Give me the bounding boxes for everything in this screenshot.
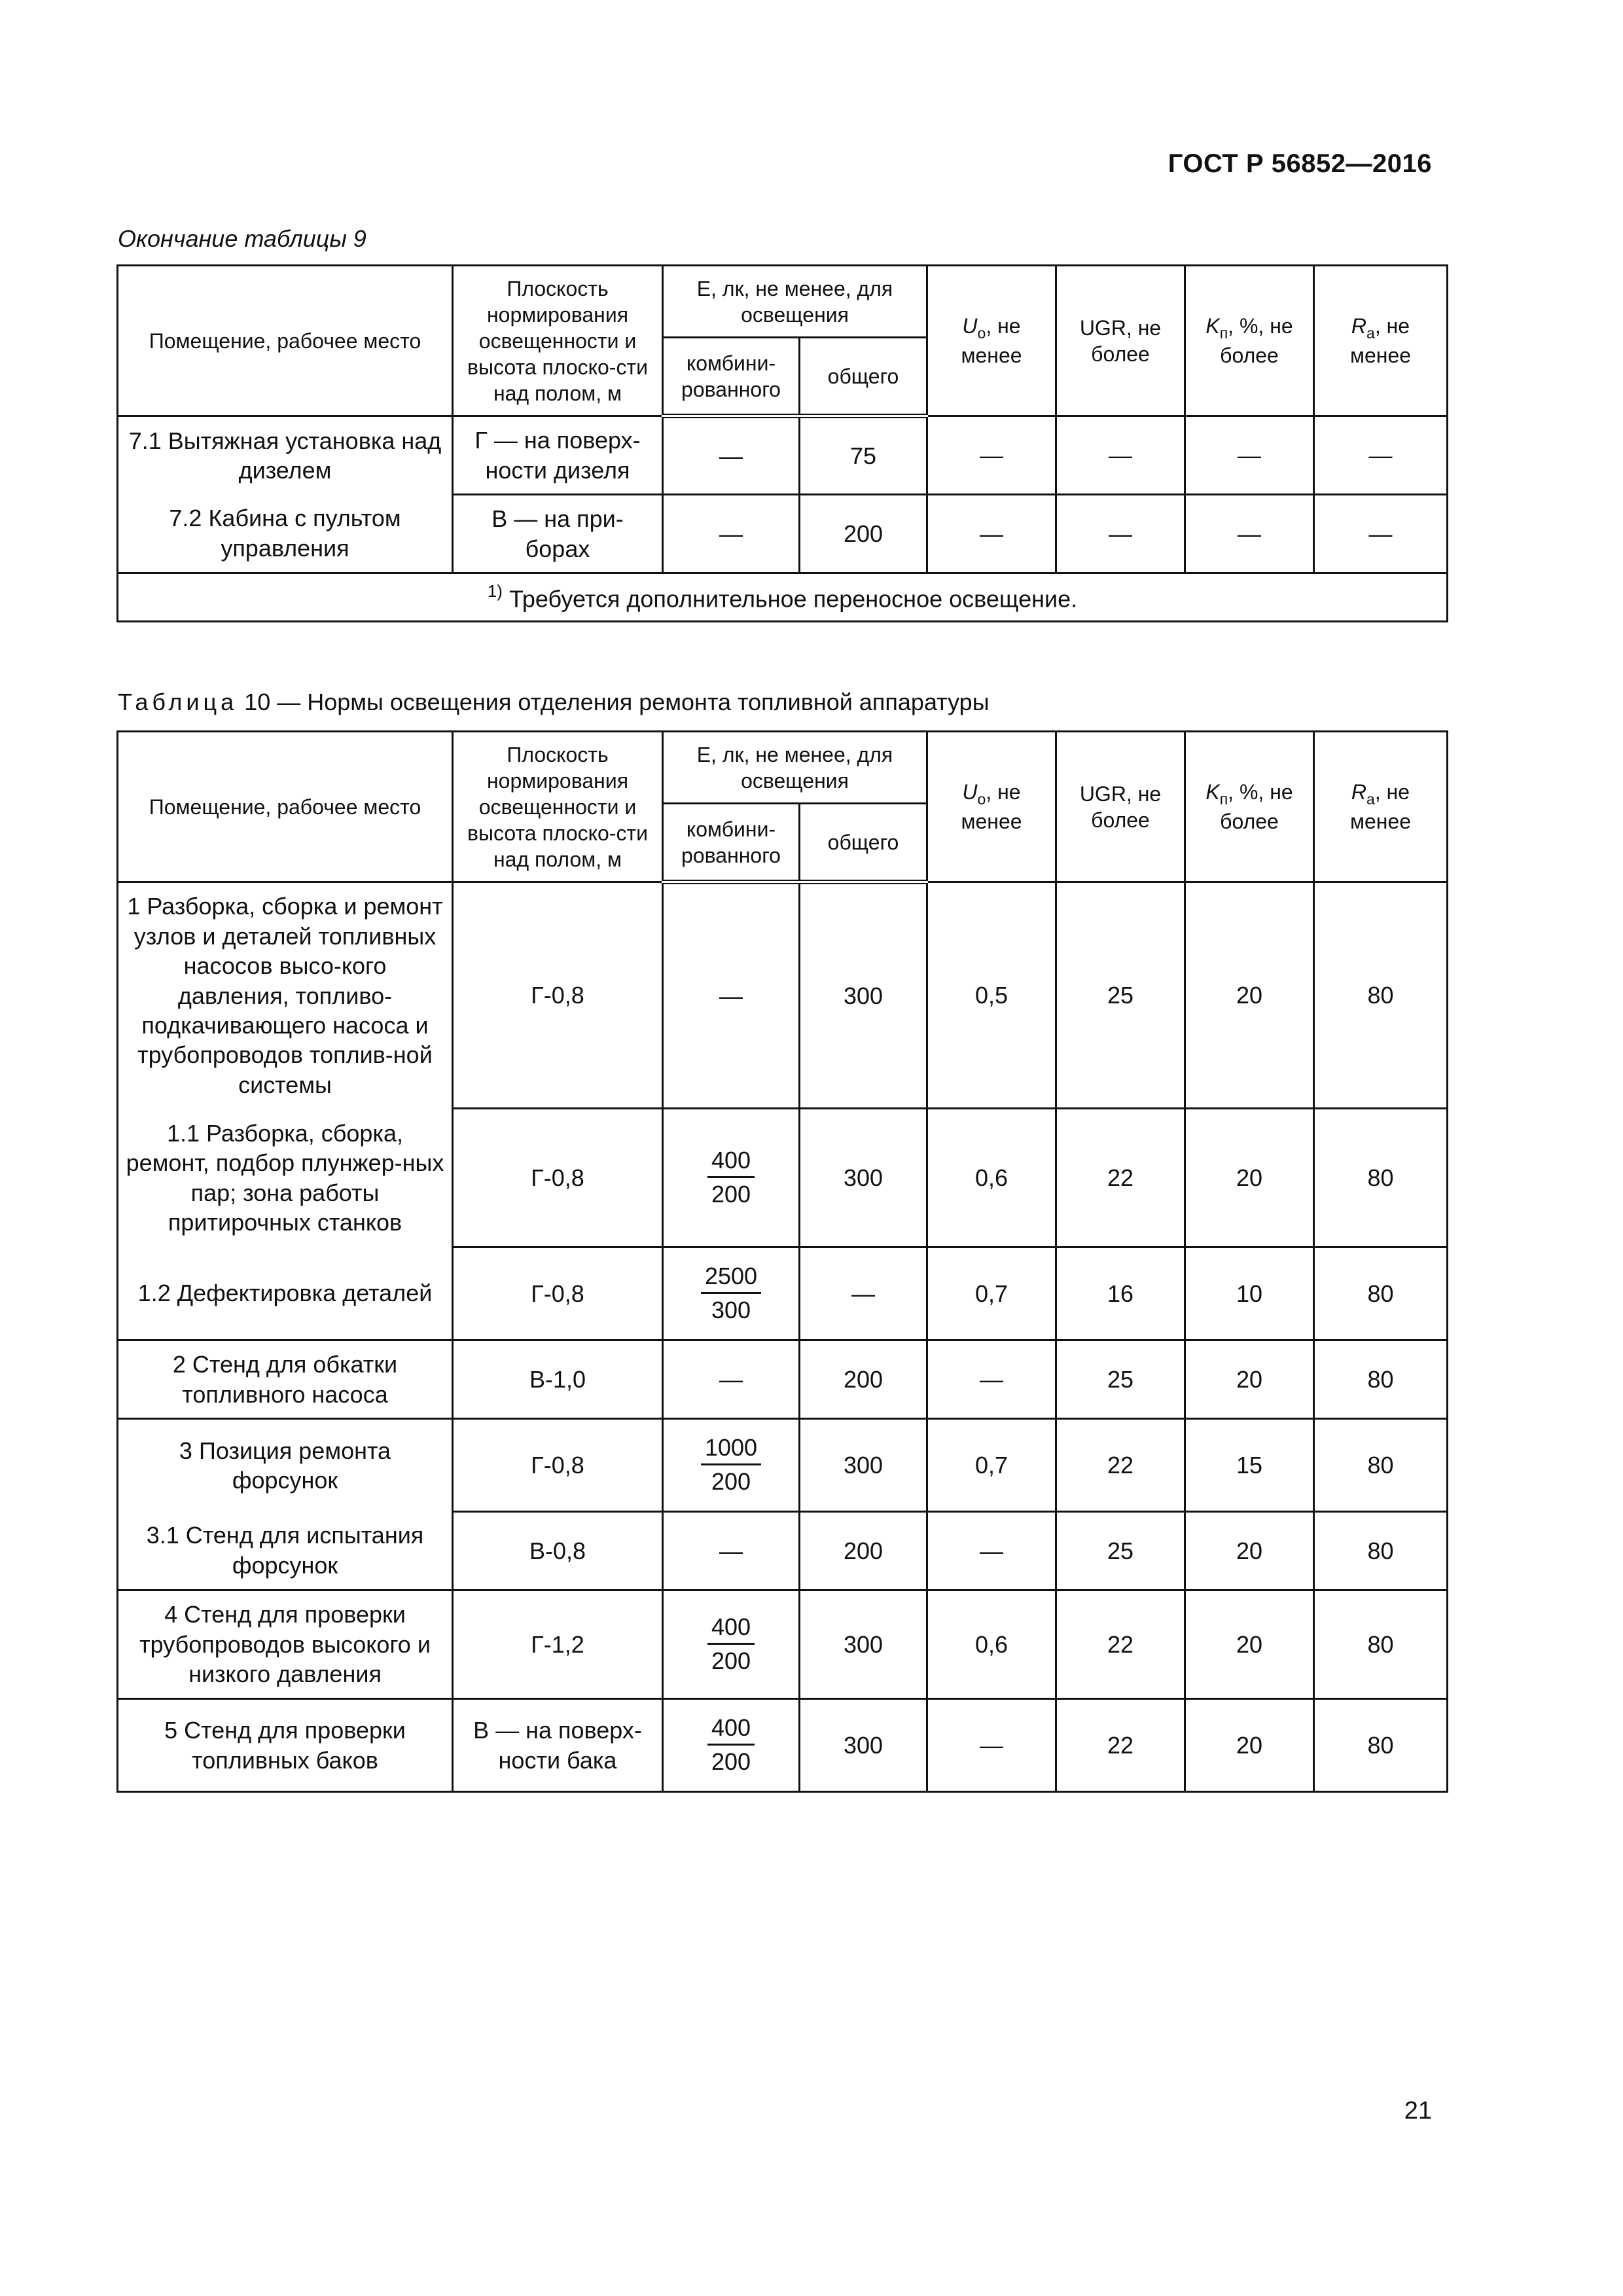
- plane-cell: Г — на поверх-ности дизеля: [453, 416, 663, 495]
- plane-cell: В-0,8: [453, 1512, 663, 1590]
- ugr-cell: 25: [1056, 1340, 1185, 1419]
- e-combined-cell: [663, 1590, 800, 1699]
- ugr-cell: 16: [1056, 1247, 1185, 1340]
- ra-cell: —: [1314, 495, 1448, 573]
- ugr-cell: 22: [1056, 1699, 1185, 1792]
- table-row: [118, 1419, 1448, 1512]
- header-e-general: общего: [800, 804, 927, 882]
- e-general-cell: 75: [800, 416, 927, 495]
- ra-cell: 80: [1314, 1590, 1448, 1699]
- header-ugr: UGR, не более: [1056, 266, 1185, 416]
- e-general-cell: 200: [800, 495, 927, 573]
- room-cell: 1 Разборка, сборка и ремонт узлов и деталей топливных насосов высо-кого давления, топливо-подкачивающего насоса и трубопроводов топлив-ной системы: [118, 882, 453, 1109]
- e-general-cell: 300: [800, 882, 927, 1109]
- kp-cell: —: [1185, 416, 1314, 495]
- ugr-cell: 22: [1056, 1419, 1185, 1512]
- e-general-cell: 200: [800, 1512, 927, 1590]
- plane-cell: Г-0,8: [453, 1109, 663, 1247]
- document-code: ГОСТ Р 56852—2016: [1168, 149, 1432, 178]
- uo-cell: —: [927, 1699, 1056, 1792]
- fraction: $\frac{400}{200}$: [707, 1146, 755, 1208]
- e-combined-cell: —: [663, 495, 800, 573]
- table-row: [118, 1699, 1448, 1792]
- ra-cell: 80: [1314, 1247, 1448, 1340]
- header-e-group: E, лк, не менее, для освещения: [663, 266, 927, 338]
- e-combined-cell: —: [663, 1512, 800, 1590]
- header-ra: $R_a$, не менее: [1314, 732, 1448, 882]
- table-row: [118, 1340, 1448, 1419]
- table-row: [118, 1590, 1448, 1699]
- ra-cell: —: [1314, 416, 1448, 495]
- table-row: [118, 882, 1448, 1109]
- table-row: [118, 1512, 1448, 1590]
- table10-caption: [118, 689, 990, 716]
- kp-cell: 20: [1185, 1699, 1314, 1792]
- uo-cell: —: [927, 1512, 1056, 1590]
- ra-cell: 80: [1314, 1340, 1448, 1419]
- uo-cell: —: [927, 495, 1056, 573]
- header-plane: Плоскость нормирования освещенности и высота плоско-сти над полом, м: [453, 266, 663, 416]
- fraction: $\frac{400}{200}$: [707, 1713, 755, 1776]
- table9-caption: Окончание таблицы 9: [118, 225, 366, 252]
- e-general-cell: 200: [800, 1340, 927, 1419]
- e-combined-cell: —: [663, 416, 800, 495]
- ugr-cell: 22: [1056, 1590, 1185, 1699]
- plane-cell: В — на поверх-ности бака: [453, 1699, 663, 1792]
- page-number: 21: [1404, 2097, 1432, 2125]
- header-room: Помещение, рабочее место: [118, 732, 453, 882]
- table-row: [118, 1109, 1448, 1247]
- plane-cell: Г-0,8: [453, 882, 663, 1109]
- ra-cell: 80: [1314, 1699, 1448, 1792]
- header-ra: $R_a$, не менее: [1314, 266, 1448, 416]
- e-combined-cell: —: [663, 882, 800, 1109]
- kp-cell: 10: [1185, 1247, 1314, 1340]
- e-general-cell: 300: [800, 1419, 927, 1512]
- uo-cell: 0,7: [927, 1419, 1056, 1512]
- room-cell: 5 Стенд для проверки топливных баков: [118, 1699, 453, 1792]
- header-e-combined: комбини-рованного: [663, 338, 800, 416]
- e-general-cell: 300: [800, 1109, 927, 1247]
- table-9: [116, 264, 1448, 622]
- ugr-cell: —: [1056, 416, 1185, 495]
- table-row: [118, 416, 1448, 495]
- e-combined-cell: [663, 1109, 800, 1247]
- ugr-cell: —: [1056, 495, 1185, 573]
- plane-cell: Г-0,8: [453, 1419, 663, 1512]
- ugr-cell: 25: [1056, 1512, 1185, 1590]
- header-room: Помещение, рабочее место: [118, 266, 453, 416]
- room-cell: 1.2 Дефектировка деталей: [118, 1247, 453, 1340]
- table-row: [118, 1247, 1448, 1340]
- plane-cell: Г-0,8: [453, 1247, 663, 1340]
- kp-cell: —: [1185, 495, 1314, 573]
- fraction: $\frac{1000}{200}$: [701, 1433, 761, 1496]
- uo-cell: 0,7: [927, 1247, 1056, 1340]
- table10-caption-label: Таблица: [118, 689, 238, 715]
- uo-cell: 0,6: [927, 1590, 1056, 1699]
- plane-cell: В — на при-борах: [453, 495, 663, 573]
- e-combined-cell: [663, 1419, 800, 1512]
- room-cell: 4 Стенд для проверки трубопроводов высокого и низкого давления: [118, 1590, 453, 1699]
- ugr-cell: 25: [1056, 882, 1185, 1109]
- uo-cell: 0,5: [927, 882, 1056, 1109]
- footnote-text: Требуется дополнительное переносное освещение.: [508, 585, 1078, 613]
- room-cell: 3.1 Стенд для испытания форсунок: [118, 1512, 453, 1590]
- e-combined-cell: [663, 1247, 800, 1340]
- header-e-general: общего: [800, 338, 927, 416]
- table-row: [118, 495, 1448, 573]
- e-combined-cell: [663, 1699, 800, 1792]
- e-general-cell: 300: [800, 1590, 927, 1699]
- room-cell: 1.1 Разборка, сборка, ремонт, подбор плунжер-ных пар; зона работы притирочных станков: [118, 1109, 453, 1247]
- header-e-group: E, лк, не менее, для освещения: [663, 732, 927, 804]
- fraction: $\frac{2500}{300}$: [701, 1262, 761, 1324]
- room-cell: 3 Позиция ремонта форсунок: [118, 1419, 453, 1512]
- room-cell: 7.2 Кабина с пультом управления: [118, 495, 453, 573]
- footnote: [118, 573, 1448, 622]
- e-general-cell: —: [800, 1247, 927, 1340]
- ra-cell: 80: [1314, 882, 1448, 1109]
- footnote-row: [118, 573, 1448, 622]
- e-general-cell: 300: [800, 1699, 927, 1792]
- header-uo: $U_о$, не менее: [927, 732, 1056, 882]
- uo-cell: —: [927, 1340, 1056, 1419]
- plane-cell: Г-1,2: [453, 1590, 663, 1699]
- header-kp: $K_п$, %, не более: [1185, 266, 1314, 416]
- e-combined-cell: —: [663, 1340, 800, 1419]
- ra-cell: 80: [1314, 1419, 1448, 1512]
- uo-cell: 0,6: [927, 1109, 1056, 1247]
- ugr-cell: 22: [1056, 1109, 1185, 1247]
- kp-cell: 20: [1185, 1340, 1314, 1419]
- kp-cell: 20: [1185, 1512, 1314, 1590]
- kp-cell: 20: [1185, 1590, 1314, 1699]
- kp-cell: 15: [1185, 1419, 1314, 1512]
- header-plane: Плоскость нормирования освещенности и высота плоско-сти над полом, м: [453, 732, 663, 882]
- ra-cell: 80: [1314, 1512, 1448, 1590]
- footnote-mark: 1): [487, 582, 503, 601]
- plane-cell: В-1,0: [453, 1340, 663, 1419]
- kp-cell: 20: [1185, 1109, 1314, 1247]
- header-kp: $K_п$, %, не более: [1185, 732, 1314, 882]
- fraction: $\frac{400}{200}$: [707, 1613, 755, 1675]
- ra-cell: 80: [1314, 1109, 1448, 1247]
- room-cell: 2 Стенд для обкатки топливного насоса: [118, 1340, 453, 1419]
- room-cell: 7.1 Вытяжная установка над дизелем: [118, 416, 453, 495]
- header-uo: $U_о$, не менее: [927, 266, 1056, 416]
- uo-cell: —: [927, 416, 1056, 495]
- header-ugr: UGR, не более: [1056, 732, 1185, 882]
- table-10: [116, 730, 1448, 1793]
- header-e-combined: комбини-рованного: [663, 804, 800, 882]
- table10-caption-text: 10 — Нормы освещения отделения ремонта топливной аппаратуры: [244, 689, 990, 715]
- kp-cell: 20: [1185, 882, 1314, 1109]
